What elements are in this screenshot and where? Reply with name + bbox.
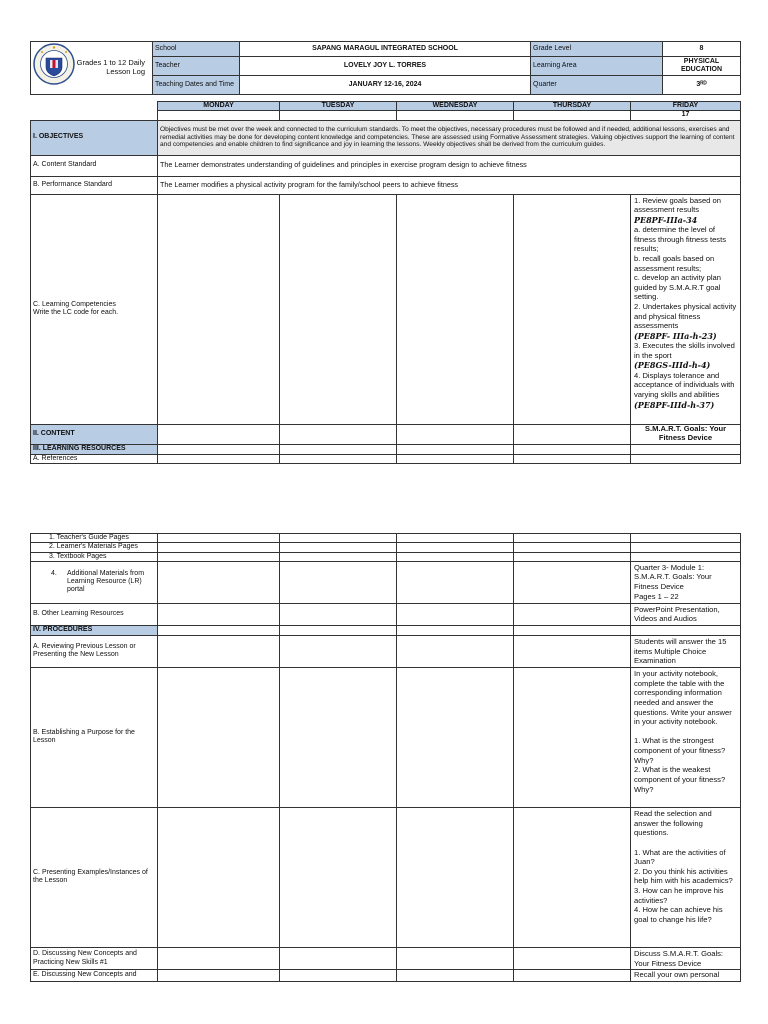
dates-value: JANUARY 12-16, 2024 [240, 76, 531, 95]
competency-code: (PE8GS-IIId-h-4) [634, 360, 711, 371]
competency-line: c. develop an activity plan guided by S.M.A.R.T goal setting. [634, 273, 721, 302]
performance-standard-label: B. Performance Standard [31, 176, 158, 194]
procedure-d-label: D. Discussing New Concepts and Practicing New Skills #1 [31, 947, 158, 969]
additional-materials-text: Additional Materials from Learning Resource (LR) portal [67, 569, 145, 594]
day-thursday: THURSDAY [514, 102, 631, 111]
content-standard-label: A. Content Standard [31, 155, 158, 176]
log-title-line1: Grades 1 to 12 Daily [76, 58, 145, 68]
resources-label: III. LEARNING RESOURCES [31, 444, 158, 454]
competency-line: 3. Executes the skills involved in the sport [634, 341, 735, 360]
log-title-line2: Lesson Log [106, 67, 145, 76]
additional-materials-label [31, 561, 158, 603]
procedures-label: IV. PROCEDURES [31, 626, 158, 636]
grade-level-label: Grade Level [531, 42, 663, 57]
competency-code: (PE8PF-IIId-h-37) [634, 399, 715, 410]
content-standard-text: The Learner demonstrates understanding of guidelines and principles in exercise program design to achieve fitness [158, 155, 741, 176]
tg-pages-label: 1. Teacher's Guide Pages [31, 534, 158, 543]
competency-line: 4. Displays tolerance and acceptance of individuals with varying skills and abilities [634, 370, 735, 399]
day-tuesday: TUESDAY [280, 102, 397, 111]
content-label: II. CONTENT [31, 424, 158, 444]
teacher-label: Teacher [153, 57, 240, 76]
procedure-c-friday: Read the selection and answer the following questions. 1. What are the activities of Juan? 2. Do you think his activities help him with his academics? 3. How can he improve his activities? 4. How he can achieve his goal to change his life? [631, 807, 741, 947]
competency-line: b. recall goals based on assessment results; [634, 253, 715, 273]
textbook-pages-label: 3. Textbook Pages [31, 552, 158, 561]
references-label: A. References [31, 454, 158, 463]
procedure-b-label: B. Establishing a Purpose for the Lesson [31, 667, 158, 807]
school-value: SAPANG MARAGUL INTEGRATED SCHOOL [240, 42, 531, 57]
additional-materials-friday: Quarter 3- Module 1: S.M.A.R.T. Goals: Your Fitness Device Pages 1 – 22 [631, 561, 741, 603]
competency-line: 1. Review goals based on assessment results [634, 195, 721, 215]
friday-date: 17 [631, 111, 741, 120]
header-table [30, 41, 741, 95]
performance-standard-text: The Learner modifies a physical activity program for the family/school peers to achieve fitness [158, 176, 741, 194]
dates-label: Teaching Dates and Time [153, 76, 240, 95]
quarter-value: 3ᴿᴰ [663, 76, 741, 95]
competency-code: PE8PF-IIIa-34 [634, 214, 698, 225]
friday-competencies [631, 194, 741, 424]
lesson-table-page2 [30, 533, 741, 982]
teacher-value: LOVELY JOY L. TORRES [240, 57, 531, 76]
procedure-e-friday: Recall your own personal [631, 970, 741, 982]
learning-area-label: Learning Area [531, 57, 663, 76]
procedure-e-label: E. Discussing New Concepts and [31, 970, 158, 982]
competency-line: 2. Undertakes physical activity and physical fitness assessments [634, 302, 737, 331]
content-friday: S.M.A.R.T. Goals: Your Fitness Device [631, 424, 741, 444]
procedure-a-friday: Students will answer the 15 items Multiple Choice Examination [631, 636, 741, 668]
other-resources-label: B. Other Learning Resources [31, 603, 158, 625]
procedure-b-friday: In your activity notebook, complete the table with the corresponding information needed and answer the questions. Write your answer in your activity notebook. 1. What is the strongest component of your fitness? Why? 2. What is the weakest component of your fitness? Why? [631, 667, 741, 807]
quarter-label: Quarter [531, 76, 663, 95]
procedure-a-label: A. Reviewing Previous Lesson or Presenting the New Lesson [31, 636, 158, 668]
grade-level-value: 8 [663, 42, 741, 57]
other-resources-friday: PowerPoint Presentation, Videos and Audios [631, 603, 741, 625]
competency-line: a. determine the level of fitness through fitness tests results; [634, 224, 727, 254]
objectives-text: Objectives must be met over the week and connected to the curriculum standards. To meet the objectives, necessary procedures must be followed and if needed, additional lessons, exercises and remedial activities may be done for developing content knowledge and competencies. These are assessed using Formative Assessment strategies. Valuing objectives support the learning of content and competencies and enable children to find significance and joy in learning the lessons. Weekly objectives shall be derived from the curriculum guides. [158, 120, 741, 155]
competencies-label: C. Learning Competencies Write the LC code for each. [31, 194, 158, 424]
log-title [31, 42, 153, 95]
school-label: School [153, 42, 240, 57]
competency-code: (PE8PF- IIIa-h-23) [634, 330, 717, 341]
day-monday: MONDAY [158, 102, 280, 111]
day-friday: FRIDAY [631, 102, 741, 111]
procedure-c-label: C. Presenting Examples/Instances of the Lesson [31, 807, 158, 947]
blank-corner [31, 102, 158, 121]
lm-pages-label: 2. Learner's Materials Pages [31, 543, 158, 552]
objectives-label: I. OBJECTIVES [31, 120, 158, 155]
item-number: 4. [51, 569, 57, 577]
lesson-table-page1 [30, 101, 741, 464]
day-wednesday: WEDNESDAY [397, 102, 514, 111]
procedure-d-friday: Discuss S.M.A.R.T. Goals: Your Fitness Device [631, 947, 741, 969]
learning-area-value: PHYSICAL EDUCATION [663, 57, 741, 76]
